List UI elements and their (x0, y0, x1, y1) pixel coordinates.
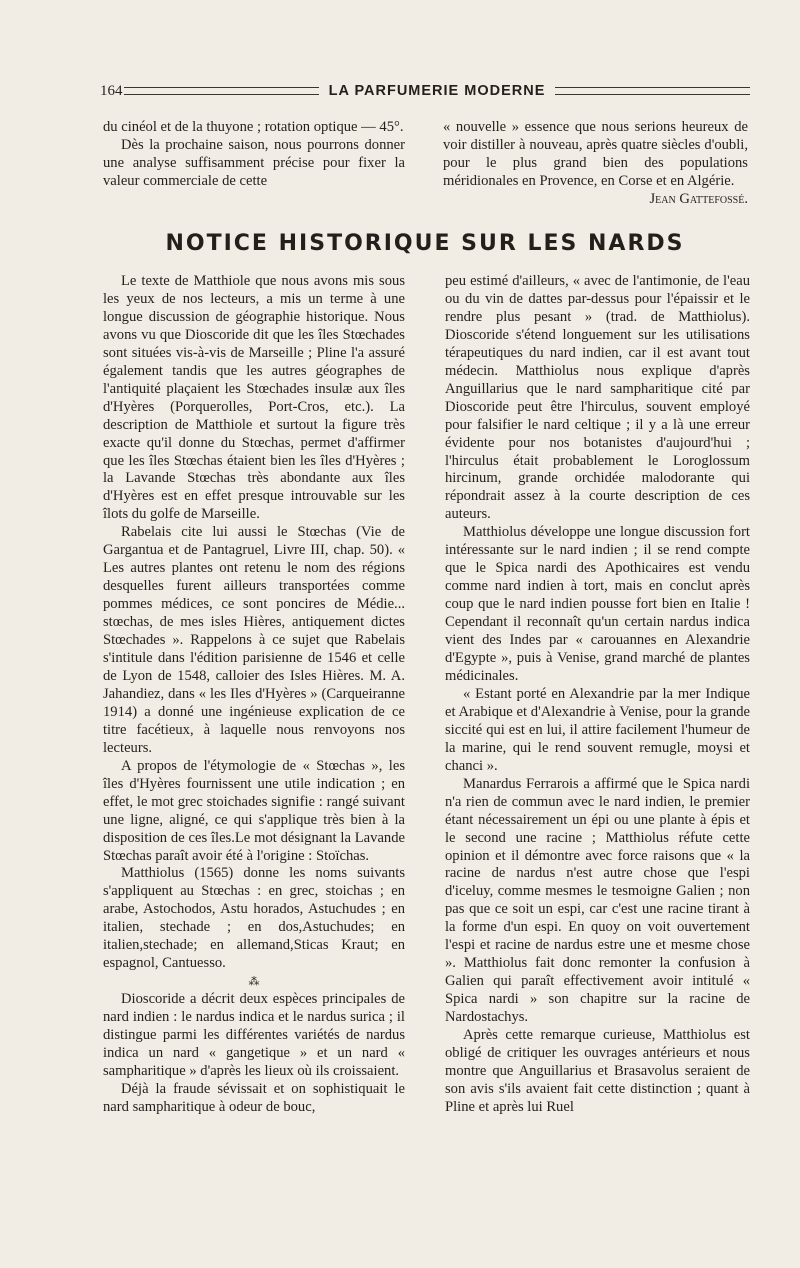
header-rule-left (124, 87, 319, 95)
paragraph: du cinéol et de la thuyone ; rotation optique — 45°. (103, 119, 404, 135)
article-title: NOTICE HISTORIQUE SUR LES NARDS (165, 231, 685, 256)
paragraph: Dioscoride a décrit deux espèces principales de nard indien : le nardus indica et le nardus surica ; il distingue parmi les différentes variétés de nardus indica un nard « gangetique » et un nard « sampharitique » d'après les lieux où ils croissaient. (103, 991, 405, 1079)
paragraph: « Estant porté en Alexandrie par la mer Indique et Arabique et d'Alexandrie à Venise, pour la grande siccité qui est en lui, il attire facilement l'humeur de la marine, qui le rend souvent remugle, moysi et chanci ». (445, 685, 750, 774)
section-separator-stars: ⁂ (248, 976, 260, 989)
paragraph: Après cette remarque curieuse, Matthiolus est obligé de critiquer les ouvrages antérieurs et nous montre que Anguillarius et Brasavolus seraient de son avis s'ils avaient fait cette distinction ; quant à Pline et après lui Ruel (445, 1027, 750, 1115)
top-right-column (443, 119, 748, 209)
paragraph: Dès la prochaine saison, nous pourrons donner une analyse suffisamment précise pour fixer la valeur commerciale de cette (103, 136, 405, 189)
page-number: 164 (100, 82, 123, 99)
paragraph: Manardus Ferrarois a affirmé que le Spica nardi n'a rien de commun avec le nard indien, le premier étant nécessairement un épi ou une plante à épis et le second une racine ; Matthiolus réfute cette opinion et il démontre avec force raisons que « la racine de nardus n'est autre chose que l'espi d'iceluy, comme mesmes le tesmoigne Galien ; non pas que ce soit un espi, car c'est une racine tirant à la forme d'un espi. En quoy on voit ouvertement l'espi et racine de nardus estre une et mesme chose ». Matthiolus fait donc remonter la confusion à Galien qui paraît effectivement avoir intitulé « Spica nardi » son chapitre sur la racine de Nardostachys. (445, 775, 750, 1026)
paragraph: Rabelais cite lui aussi le Stœchas (Vie de Gargantua et de Pantagruel, Livre III, chap. 50). « Les autres plantes ont retenu le nom des régions desquelles furent ailleurs transportées comme pommes médices, ce sont poncires de Médie... stœchas, de mes isles Hières, antiquement dictes Stœchades ». Rappelons à ce sujet que Rabelais s'intitule dans l'édition parisienne de 1546 et celle de Lyon de 1548, calloier des Isles Hières. M. A. Jahandiez, dans « les Iles d'Hyères » (Carqueiranne 1914) a donné une ingénieuse explication de ce titre facétieux, à laquelle nous renvoyons nos lecteurs. (103, 524, 405, 756)
right-column (445, 273, 750, 1117)
paragraph: Le texte de Matthiole que nous avons mis sous les yeux de nos lecteurs, a mis un terme à une longue discussion de géographie historique. Nous avons vu que Dioscoride dit que les îles Stœchades sont situées vis-à-vis de Marseille ; Pline l'a assuré également tandis que les autres géographes de l'antiquité plaçaient les Stœchades insulæ aux îles d'Hyères (Porquerolles, Port-Cros, etc.). La description de Matthiole et surtout la figure très exacte qu'il donne du Stœchas, permet d'affirmer que les îles Stœchas étaient bien les îles d'Hyères ; la Lavande Stœchas très abondante aux îles d'Hyères est en effet presque introuvable sur les îlots du golfe de Marseille. (103, 273, 405, 523)
journal-title: LA PARFUMERIE MODERNE (328, 83, 546, 99)
left-column (103, 273, 405, 1117)
paragraph: Matthiolus développe une longue discussion fort intéressante sur le nard indien ; il se rend compte que le Spica nardi des Apothicaires est vendu comme nard indien à tort, mais en conclut après coup que le nard indien pousse fort bien en Italie ! Cependant il reconnaît qu'un certain nardus indica vient des Indes par « carouannes en Alexandrie d'Egypte », puis à Venise, grand marché de plantes médicinales. (445, 524, 750, 684)
page-header (100, 80, 750, 102)
author-signature: Jean Gattefossé. (649, 190, 748, 207)
header-rule-right (555, 87, 750, 95)
paragraph: « nouvelle » essence que nous serions heureux de voir distiller à nouveau, après quatre siècles d'oubli, pour le plus grand bien des populations méridionales en Provence, en Corse et en Algérie. (443, 119, 748, 189)
top-left-column (103, 119, 405, 191)
paragraph: Matthiolus (1565) donne les noms suivants s'appliquent au Stœchas : en grec, stoichas ; en arabe, Astochodos, Astu horados, Astuchudes ; en italien, stechade ; en dos,Astuchudes; en italien,stechade; en allemand,Sticas Kraut; en espagnol, Cantuesso. (103, 865, 405, 972)
paragraph: Déjà la fraude sévissait et on sophistiquait le nard sampharitique à odeur de bouc, (103, 1080, 405, 1115)
paragraph: peu estimé d'ailleurs, « avec de l'antimonie, de l'eau ou du vin de dattes par-dessus pour l'épaissir et le rendre plus pesant » (trad. de Matthiolus). Dioscoride s'étend longuement sur les utilisations térapeutiques du nard indien, car il est avant tout médecin. Matthiolus nous explique d'après Anguillarius que le nard sampharitique cité par Dioscoride peut être l'hirculus, souvent employé pour falsifier le nard celtique ; il y a là une erreur évidente pour nos botanistes d'aujourd'hui ; l'hirculus était probablement le Loroglossum hircinum, grande orchidée malodorante qui répondrait assez à la courte description de ces auteurs. (445, 273, 750, 523)
paragraph: A propos de l'étymologie de « Stœchas », les îles d'Hyères fournissent une utile indication ; en effet, le mot grec stoichades signifie : rangé suivant une ligne, aligné, ce qui s'applique très bien à la disposition de ces îles.Le mot désignant la Lavande Stœchas paraît avoir été à l'origine : Stoïchas. (103, 757, 405, 864)
